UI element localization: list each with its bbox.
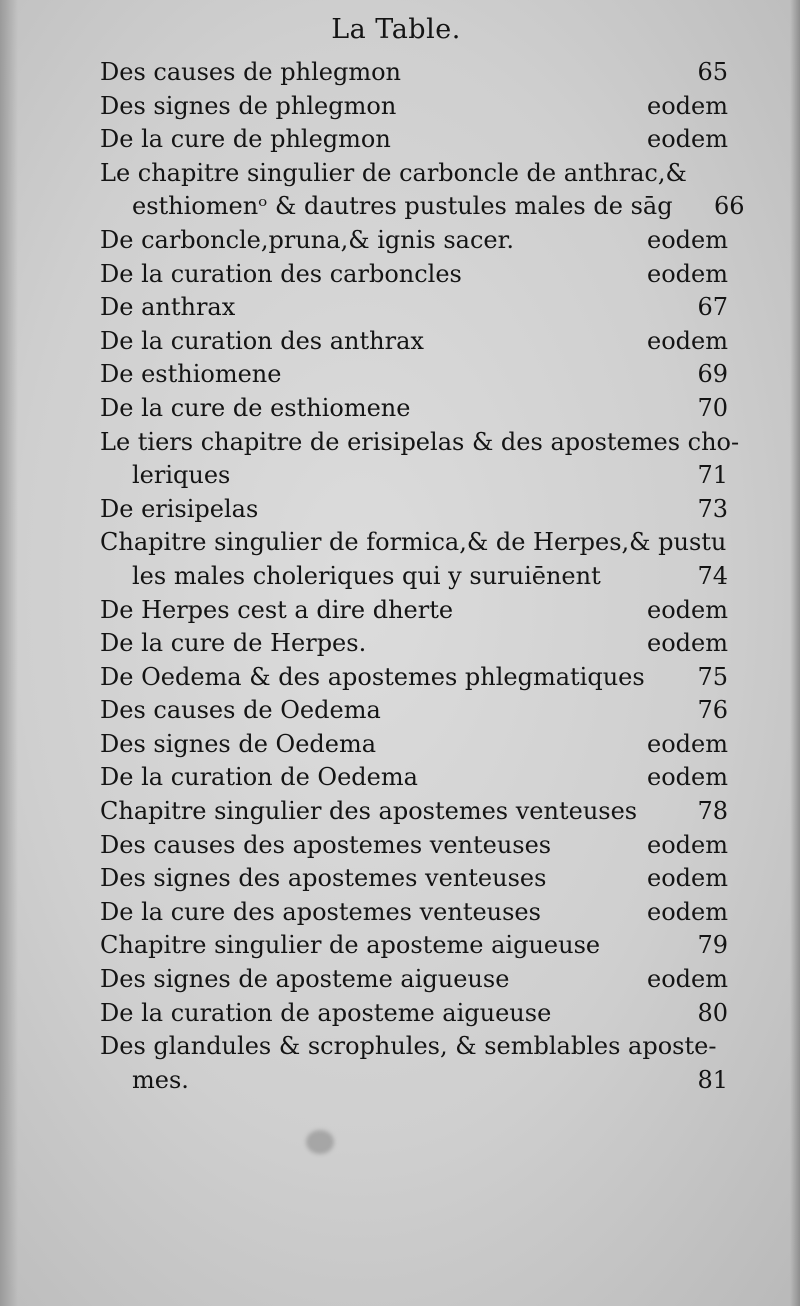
- toc-entry-title: De esthiomene: [100, 360, 282, 389]
- toc-entry-page: 65: [697, 58, 728, 86]
- toc-entry-page: eodem: [647, 897, 728, 926]
- toc-entry: [100, 291, 728, 325]
- table-of-contents: [100, 56, 745, 1097]
- toc-entry: [100, 694, 728, 728]
- toc-entry-title: Chapitre singulier des apostemes venteuses: [100, 797, 638, 826]
- toc-entry-title: De carboncle,pruna,& ignis sacer.: [100, 225, 515, 254]
- toc-entry-title: De Herpes cest a dire dherte: [100, 595, 454, 624]
- toc-entry-title: De erisipelas: [100, 494, 259, 523]
- toc-entry-title: De la curation de Oedema: [100, 763, 418, 792]
- toc-entry-page: eodem: [647, 326, 728, 355]
- toc-entry: [100, 392, 728, 426]
- toc-entry-page: 76: [697, 696, 728, 725]
- toc-entry: [100, 997, 728, 1031]
- toc-entry-page: 73: [697, 494, 728, 523]
- toc-entry: [100, 56, 728, 90]
- toc-entry: [100, 426, 740, 460]
- toc-entry-title: esthiomenᵒ & dautres pustules males de sāg: [132, 192, 673, 221]
- toc-entry-title: Chapitre singulier de aposteme aigueuse: [100, 931, 601, 960]
- toc-entry: [100, 358, 728, 392]
- toc-entry-page: 70: [697, 393, 728, 422]
- toc-entry: [100, 1064, 728, 1098]
- toc-entry-title: Des causes des apostemes venteuses: [100, 830, 552, 859]
- toc-entry: [100, 493, 728, 527]
- toc-entry-page: 79: [697, 931, 728, 960]
- toc-entry-title: Des signes de Oedema: [100, 729, 377, 758]
- toc-entry: [100, 896, 728, 930]
- toc-entry-title: Chapitre singulier de formica,& de Herpes,& pustu: [100, 528, 727, 557]
- toc-entry: [100, 761, 728, 795]
- toc-entry-title: mes.: [132, 1065, 189, 1094]
- toc-entry: [100, 829, 728, 863]
- toc-entry: [100, 224, 728, 258]
- toc-entry-page: eodem: [647, 91, 728, 120]
- toc-entry: [100, 90, 728, 124]
- toc-entry-page: 78: [697, 797, 728, 826]
- toc-entry-page: eodem: [647, 965, 728, 994]
- toc-entry: [100, 157, 728, 191]
- toc-entry-title: Des causes de Oedema: [100, 696, 381, 725]
- toc-entry: [100, 862, 728, 896]
- toc-entry: [100, 526, 728, 560]
- toc-entry: [100, 190, 745, 224]
- toc-entry-page: 81: [697, 1065, 728, 1094]
- toc-entry-title: De la cure de Herpes.: [100, 629, 367, 658]
- toc-entry-page: 67: [697, 293, 728, 322]
- toc-entry: [100, 594, 728, 628]
- toc-entry-title: De la curation des carboncles: [100, 259, 462, 288]
- toc-entry-page: 80: [697, 998, 728, 1027]
- toc-entry-title: De anthrax: [100, 293, 236, 322]
- toc-entry-page: eodem: [647, 225, 728, 254]
- toc-entry-title: Des glandules & scrophules, & semblables aposte-: [100, 1032, 717, 1061]
- toc-entry-page: 66: [714, 192, 745, 221]
- toc-entry: [100, 258, 728, 292]
- toc-entry: [100, 661, 728, 695]
- toc-entry: [100, 560, 728, 594]
- toc-entry-page: 75: [697, 662, 728, 691]
- toc-entry-page: eodem: [647, 830, 728, 859]
- toc-entry: [100, 795, 728, 829]
- toc-entry: [100, 929, 728, 963]
- toc-entry-page: eodem: [647, 864, 728, 893]
- toc-entry-title: Des signes de phlegmon: [100, 91, 397, 120]
- toc-entry-page: 74: [697, 561, 728, 590]
- running-header-text: La Table.: [331, 14, 461, 45]
- toc-entry: [100, 123, 728, 157]
- toc-entry-page: eodem: [647, 629, 728, 658]
- toc-entry-page: eodem: [647, 125, 728, 154]
- toc-entry-title: Des signes de aposteme aigueuse: [100, 965, 510, 994]
- toc-entry: [100, 627, 728, 661]
- toc-entry-title: Des signes des apostemes venteuses: [100, 864, 547, 893]
- toc-entry-title: Le chapitre singulier de carboncle de anthrac,&: [100, 158, 687, 187]
- toc-entry-title: De la cure des apostemes venteuses: [100, 897, 541, 926]
- toc-entry-page: eodem: [647, 595, 728, 624]
- toc-entry: [100, 459, 728, 493]
- toc-entry-page: eodem: [647, 729, 728, 758]
- running-header: [0, 14, 800, 45]
- toc-entry-page: eodem: [647, 259, 728, 288]
- toc-entry: [100, 963, 728, 997]
- toc-entry: [100, 1030, 728, 1064]
- toc-entry-title: leriques: [132, 461, 231, 490]
- page-edge-shadow-right: [790, 0, 800, 1306]
- toc-entry-title: Des causes de phlegmon: [100, 58, 401, 86]
- toc-entry-title: De la cure de esthiomene: [100, 393, 411, 422]
- page-edge-shadow-left: [0, 0, 18, 1306]
- toc-entry-page: 69: [697, 360, 728, 389]
- toc-entry-page: eodem: [647, 763, 728, 792]
- toc-entry-page: 71: [697, 461, 728, 490]
- toc-entry-title: De la curation des anthrax: [100, 326, 424, 355]
- toc-entry-title: les males choleriques qui y suruiēnent: [132, 561, 601, 590]
- toc-entry-title: De Oedema & des apostemes phlegmatiques: [100, 662, 645, 691]
- toc-entry-title: De la cure de phlegmon: [100, 125, 391, 154]
- ink-stain: [306, 1130, 334, 1154]
- toc-entry: [100, 325, 728, 359]
- toc-entry: [100, 728, 728, 762]
- toc-entry-title: De la curation de aposteme aigueuse: [100, 998, 552, 1027]
- toc-entry-title: Le tiers chapitre de erisipelas & des apostemes cho-: [100, 427, 740, 456]
